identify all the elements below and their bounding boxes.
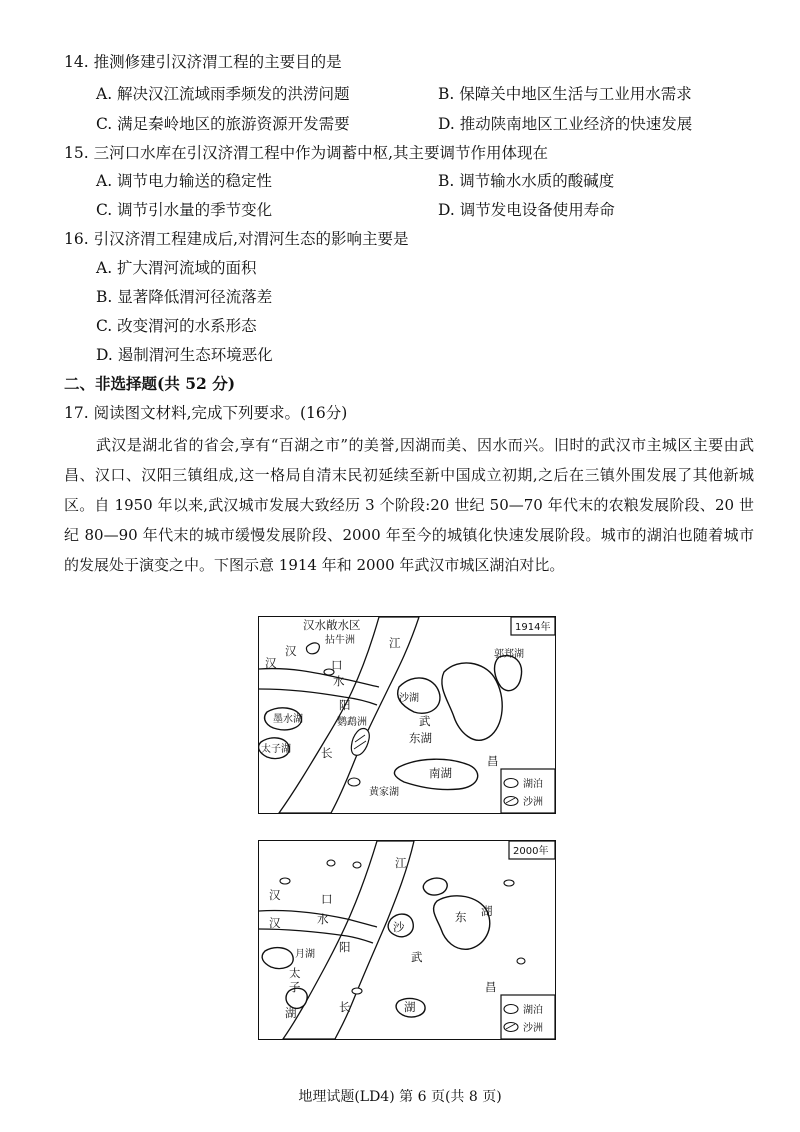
north-lake-2000 (423, 878, 447, 895)
question-14-option-a[interactable]: A. 解决汉江流域雨季频发的洪涝问题 (96, 85, 350, 103)
label-chang2-1914: 昌 (487, 754, 499, 768)
question-15-option-d[interactable]: D. 调节发电设备使用寿命 (438, 201, 615, 219)
question-17-stem: 17. 阅读图文材料,完成下列要求。(16分) (64, 404, 348, 422)
question-15-stem: 15. 三河口水库在引汉济渭工程中作为调蓄中枢,其主要调节作用体现在 (64, 144, 549, 162)
label-shahu-1914: 沙湖 (399, 693, 419, 704)
label-yuehu-2000: 月湖 (295, 949, 315, 960)
label-chang2-2000: 昌 (485, 980, 497, 994)
legend-sandbar-symbol-2000 (504, 1023, 518, 1032)
label-hu-2000: 湖 (481, 904, 493, 918)
map-1914-year: 1914年 (515, 622, 551, 633)
label-guozheng-1914: 郭郑湖 (494, 649, 524, 660)
question-17-material: 武汉是湖北省的省会,享有“百湖之市”的美誉,因湖而美、因水而兴。旧时的武汉市主城区主要由武昌、汉口、汉阳三镇组成,这一格局自清末民初延续至新中国成立初期,之后在三镇外围发展了其他新城区。自 1950 年以来,武汉城市发展大致经历 3 个阶段:20 世纪 50—70 年代末的农粮发展阶段、20 世纪 80—90 年代末的城市缓慢发展阶段、2000 年至今的城镇化快速发展阶段。城市的湖泊也随着城市的发展处于演变之中。下图示意 1914 年和 2000 年武汉市城区湖泊对比。 (64, 436, 754, 574)
label-jiang-1914: 江 (389, 636, 401, 650)
label-han-2000-a: 汉 (269, 888, 281, 902)
question-16-option-c[interactable]: C. 改变渭河的水系形态 (96, 317, 257, 335)
question-16-option-a[interactable]: A. 扩大渭河流域的面积 (96, 259, 257, 277)
legend-lake-symbol-1914 (504, 779, 518, 788)
legend-sandbar-1914: 沙洲 (523, 797, 543, 808)
label-huangjia-1914: 黄家湖 (369, 787, 399, 798)
question-16-stem: 16. 引汉济渭工程建成后,对渭河生态的影响主要是 (64, 230, 409, 248)
zhaoniu-sandbar-1914 (306, 643, 319, 654)
map-2000-drawing (259, 841, 555, 1039)
question-14-option-d[interactable]: D. 推动陕南地区工业经济的快速发展 (438, 115, 693, 133)
map-1914 (258, 616, 556, 814)
question-14-stem: 14. 推测修建引汉济渭工程的主要目的是 (64, 53, 342, 71)
question-15-option-b[interactable]: B. 调节输水水质的酸碱度 (438, 172, 615, 190)
label-wu-2000: 武 (411, 950, 423, 964)
question-16-option-d[interactable]: D. 遏制渭河生态环境恶化 (96, 346, 273, 364)
label-nanhu-1914: 南湖 (429, 766, 452, 780)
label-kou-1914: 口 (331, 658, 343, 672)
question-16-option-b[interactable]: B. 显著降低渭河径流落差 (96, 288, 273, 306)
label-shui-2000: 水 (317, 912, 329, 926)
label-jiang-2000: 江 (395, 856, 407, 870)
label-hu2-2000: 湖 (285, 1006, 297, 1020)
label-donghu-1914: 东湖 (409, 731, 432, 745)
label-wu-1914: 武 (419, 714, 431, 728)
label-chang-2000: 长 (339, 1000, 351, 1014)
label-moshui-1914: 墨水湖 (273, 714, 303, 725)
map-1914-drawing (259, 617, 555, 813)
legend-lake-symbol-2000 (504, 1005, 518, 1014)
section-heading: 二、非选择题(共 52 分) (64, 374, 236, 393)
label-kou-2000: 口 (321, 892, 333, 906)
label-han-2000-b: 汉 (269, 916, 281, 930)
legend-lake-1914: 湖泊 (523, 779, 543, 790)
legend-sandbar-2000: 沙洲 (523, 1023, 543, 1034)
label-tai-2000: 太 (289, 966, 301, 980)
legend-sandbar-symbol-1914 (504, 797, 518, 806)
map-2000 (258, 840, 556, 1040)
label-hanshui-zone: 汉水敞水区 (303, 618, 361, 632)
label-han-1914-b: 汉 (265, 656, 277, 670)
question-14-option-c[interactable]: C. 满足秦岭地区的旅游资源开发需要 (96, 115, 350, 133)
question-15-option-a[interactable]: A. 调节电力输送的稳定性 (96, 172, 273, 190)
label-zi-2000: 子 (289, 980, 301, 994)
map-2000-year: 2000年 (513, 846, 549, 857)
label-dong-2000: 东 (455, 910, 467, 924)
legend-lake-2000: 湖泊 (523, 1005, 543, 1016)
question-15-option-c[interactable]: C. 调节引水量的季节变化 (96, 201, 273, 219)
label-shui-1914: 水 (333, 674, 345, 688)
label-hu3-2000: 湖 (404, 1000, 416, 1014)
label-sha-2000: 沙 (393, 920, 405, 934)
label-zhaoniuzhou: 拈牛洲 (325, 635, 355, 646)
label-yingwu-1914: 鹦鹉洲 (337, 717, 367, 728)
label-chang-1914: 长 (321, 746, 333, 760)
label-yang-2000: 阳 (339, 940, 351, 954)
label-han-1914-a: 汉 (285, 644, 297, 658)
question-14-option-b[interactable]: B. 保障关中地区生活与工业用水需求 (438, 85, 692, 103)
label-yang-1914: 阳 (339, 698, 351, 712)
donghu-lake-1914 (442, 663, 502, 740)
label-taizi-1914: 太子湖 (261, 744, 291, 755)
page-footer: 地理试题(LD4) 第 6 页(共 8 页) (298, 1089, 502, 1105)
